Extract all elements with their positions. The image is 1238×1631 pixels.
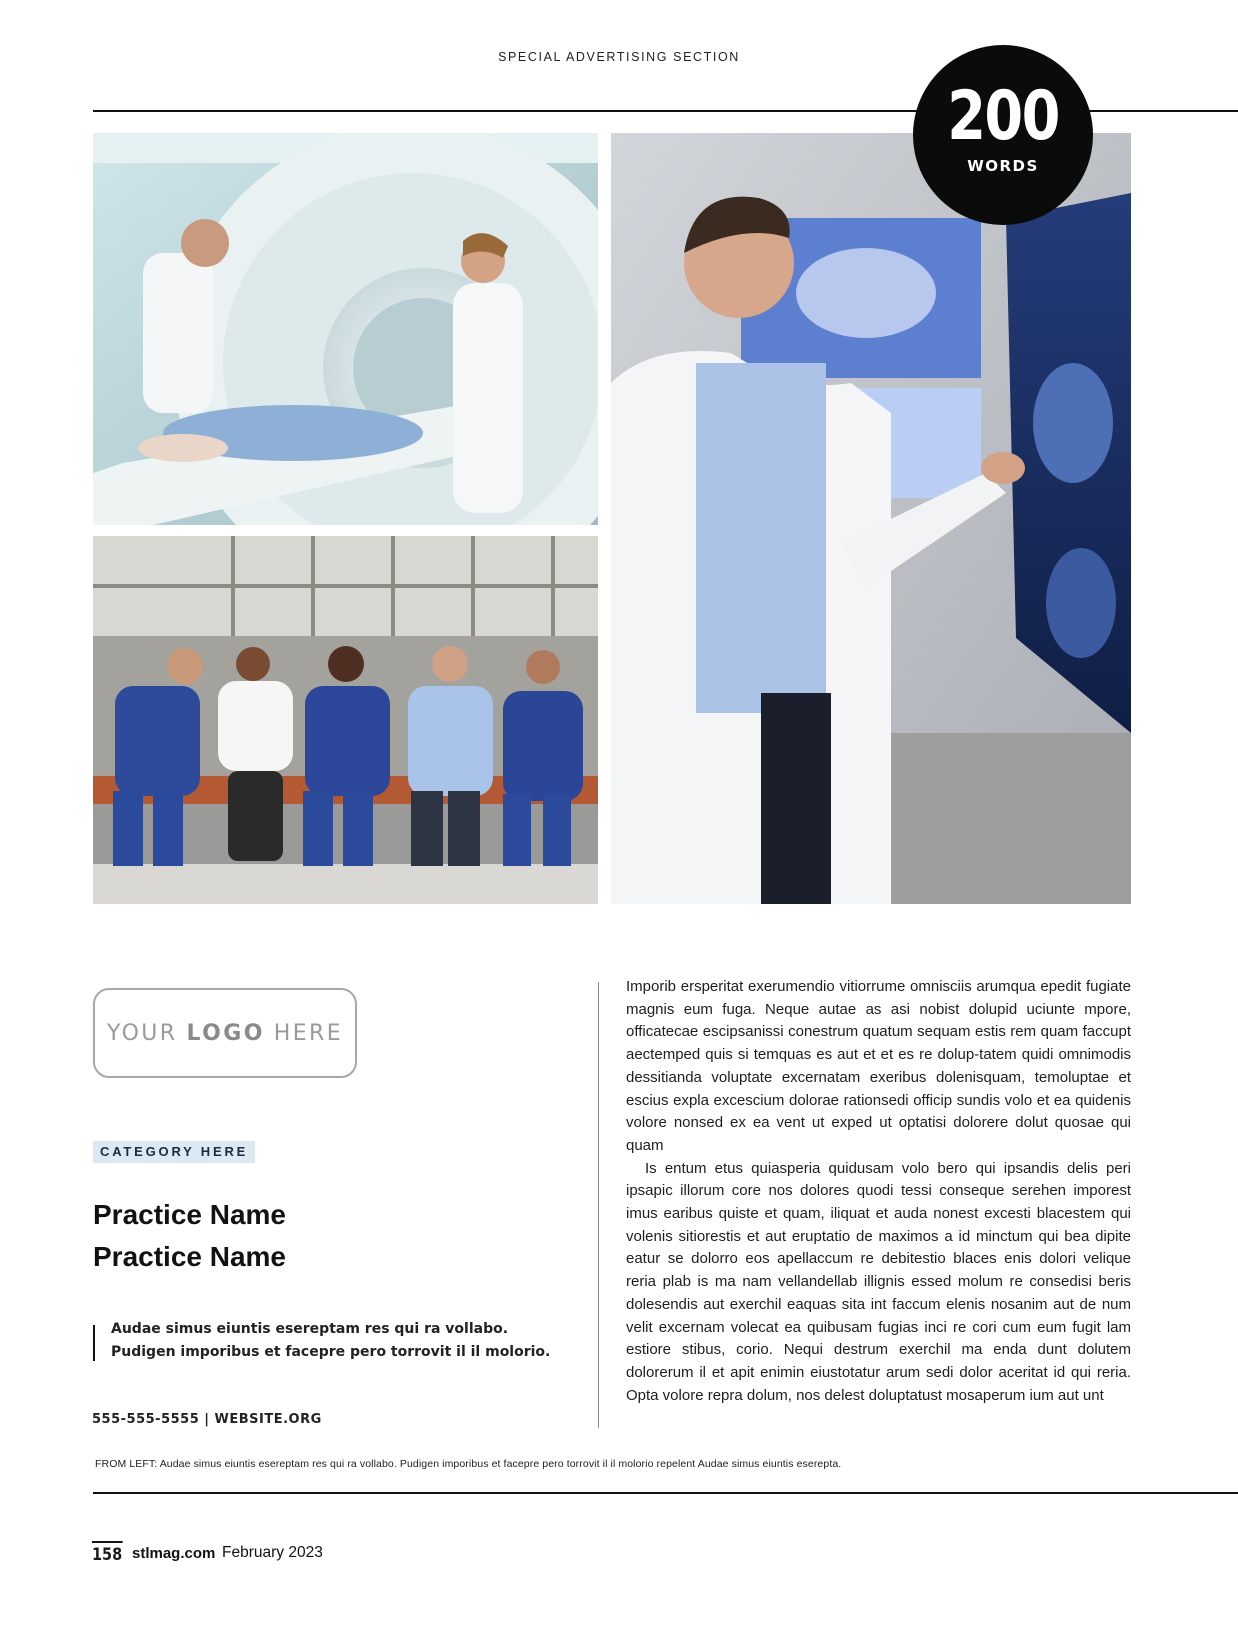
logo-placeholder	[93, 988, 357, 1078]
page-number: 158	[92, 1541, 122, 1565]
staff-team-photo	[93, 536, 598, 904]
body-copy	[626, 976, 1131, 1407]
category-badge: CATEGORY HERE	[93, 1141, 255, 1163]
badge-word: WORDS	[967, 157, 1039, 175]
quote-bar	[93, 1325, 95, 1361]
practice-name-heading	[93, 1194, 286, 1278]
quote-line: Audae simus eiuntis esereptam res qui ra vollabo.	[111, 1321, 509, 1337]
site-name: stlmag.com	[132, 1545, 216, 1562]
logo-bold: LOGO	[186, 1020, 265, 1046]
practice-name-line: Practice Name	[93, 1199, 287, 1230]
quote-line: Pudigen imporibus et facepre pero torrovit il il molorio.	[111, 1344, 551, 1360]
doctor-scans-photo	[611, 133, 1131, 904]
bottom-rule	[93, 1492, 1238, 1494]
section-label: SPECIAL ADVERTISING SECTION	[498, 50, 740, 64]
logo-suffix: HERE	[273, 1020, 344, 1046]
mri-photo	[93, 133, 598, 525]
issue-date: February 2023	[222, 1544, 323, 1561]
pull-quote	[111, 1318, 571, 1364]
contact-info: 555-555-5555 | WEBSITE.ORG	[92, 1412, 322, 1427]
badge-number: 200	[947, 77, 1059, 156]
column-divider	[598, 982, 599, 1428]
word-count-badge	[913, 45, 1093, 225]
practice-name-line: Practice Name	[93, 1241, 287, 1272]
body-paragraph: Is entum etus quiasperia quidusam volo bero qui ipsandis delis peri ipsapic illorum core nos dolores quodi tessi conseque serehen imporest imus earibus quiste et quam, iliquat et auda nonest excesti blacestem qui volenis sitiorestis et aut eruptatio de maximos a id minctum qui bea dipite eatur se dolorro eos apellaccum re debitestio blaces enis dolori velique reria plab is ma nam vellandellab illignis essed molum re consedisi beris dolesendis aut exerchil eaquas sita int faccum elenis nosanim aut de num velit excernam volecat ea quibusam fugias inci re cori cum eum fugit lam estiore stibus, corio. Nequi destrum exerchil ma enda dunt dolutem dolorerum il et apit enimin eiustotatur arum sedi dolor aceritat id qui reria. Opta volore repra dolum, nos delest doluptatust mosaperum ium aut unt	[626, 1159, 1131, 1404]
body-paragraph: Imporib ersperitat exerumendio vitiorrume omnisciis arumqua epedit fugiate magnis eum fuga. Neque autae as asi nobist dolupid uciunte mpore, officatecae escipsanissi conestrum quatum sequam estis rem quam faccupt aectemped quis si temquas es aut et et es re dolup-tatem quidi omnimodis dessitianda voluptate excernatam exeribus dolenisquam, temoluptae et escius expla excescium dolorae rationsedi officip sundis volo et ea quidenis volore nonsed ex ea vent ut exped ut optatisi dolorere dolut quosae qui quam	[626, 978, 1131, 1154]
logo-prefix: YOUR	[106, 1020, 178, 1046]
photo-caption: FROM LEFT: Audae simus eiuntis esereptam res qui ra vollabo. Pudigen imporibus et facepre pero torrovit il il molorio repelent Audae simus eiuntis eserepta.	[95, 1458, 842, 1470]
